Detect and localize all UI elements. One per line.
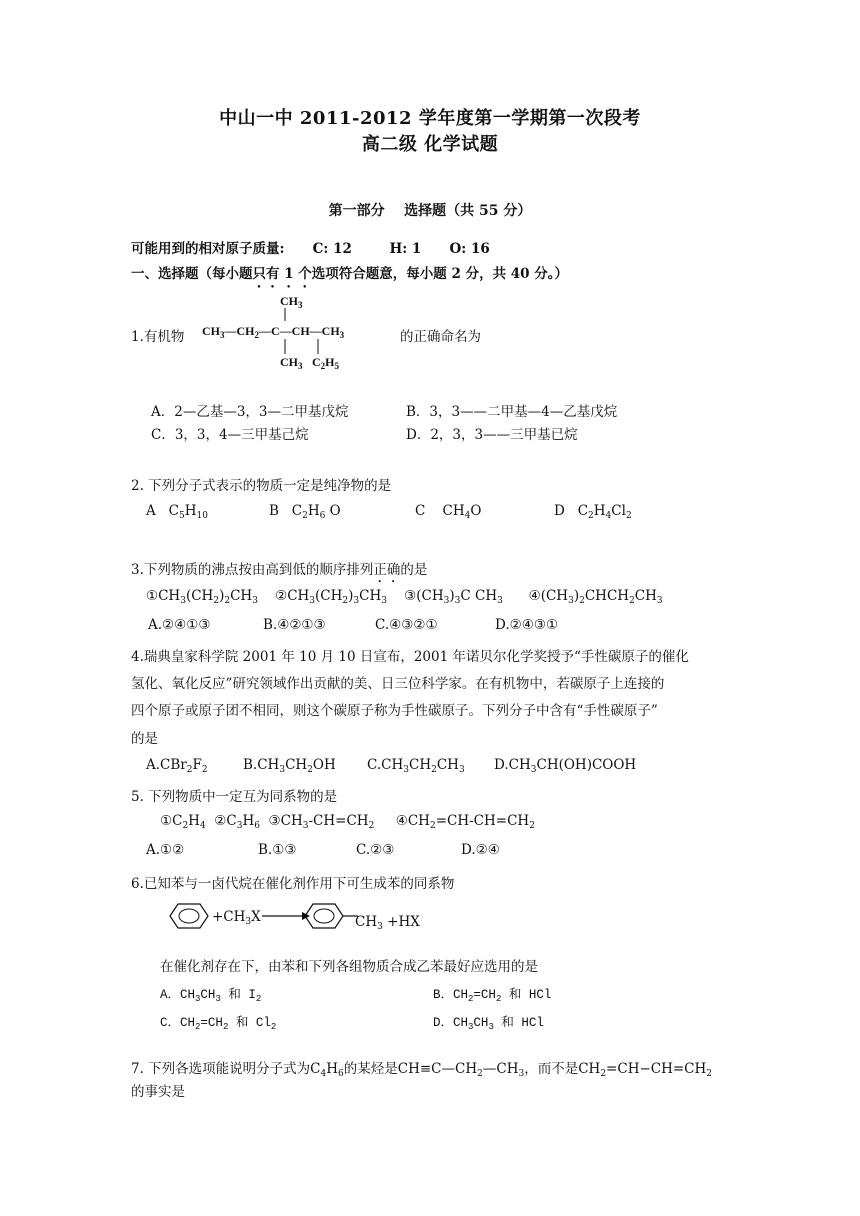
exam-title: 中山一中 2011-2012 学年度第一学期第一次段考: [219, 108, 641, 129]
q2-option-c: C $CH_4O$: [415, 503, 482, 521]
q6-product-text: $CH_3 +HX$: [355, 914, 420, 932]
part1-heading: 第一部分 选择题（共 55 分）: [328, 203, 532, 219]
reaction-arrow-icon: [262, 912, 310, 920]
q3-option-a: A.②④①③: [148, 617, 211, 633]
q4-option-a: $A.CBr_2F_2$: [146, 757, 208, 775]
q1-main-chain: $CH_3—CH_2—C—CH—CH_3$: [202, 324, 345, 340]
q6-option-b: B．$CH_2=CH_2$ 和 HCl: [433, 988, 552, 1004]
q3-option-b: B.④②①③: [263, 617, 326, 633]
q1-top-methyl: $CH_3$: [280, 294, 303, 310]
q6-option-d: D．$CH_3CH_3$ 和 HCl: [433, 1016, 544, 1032]
q4-line2: 氢化、氧化反应”研究领域作出贡献的美、日三位科学家。在有机物中，若碳原子上连接的: [131, 676, 665, 692]
q6-sub-stem: 在催化剂存在下，由苯和下列各组物质合成乙苯最好应选用的是: [160, 959, 538, 975]
section1-heading: 一、选择题（每小题只有 1 个选项符合题意，每小题 2 分，共 40 分。）: [131, 266, 569, 282]
q6-reaction: [162, 898, 462, 938]
q2-stem: 2. 下列分子式表示的物质一定是纯净物的是: [131, 478, 392, 494]
q2-option-b: B $C_2H_6$ O: [269, 503, 341, 521]
q6-option-c: C．$CH_2=CH_2$ 和 $Cl_2$: [160, 1016, 277, 1032]
q5-option-b: B.①③: [258, 842, 297, 858]
q3-option-d: D.②④③①: [495, 617, 559, 633]
benzene-ring-product-icon: [305, 904, 358, 928]
q5-stem: 5. 下列物质中一定互为同系物的是: [131, 789, 338, 805]
q1-option-a: A．2—乙基—3，3—二甲基戊烷: [151, 404, 349, 420]
q3-option-c: C.④③②①: [375, 617, 438, 633]
q5-option-c: C.②③: [356, 842, 395, 858]
q4-line4: 的是: [131, 731, 158, 747]
q1-suffix: 的正确命名为: [400, 329, 481, 345]
q1-ethyl: $C_2H_5$: [312, 355, 340, 371]
q6-option-a: A．$CH_3CH_3$ 和 $I_2$: [160, 988, 262, 1004]
q3-stem: 3.下列物质的沸点按由高到低的顺序排列正确的是: [131, 562, 428, 578]
q3-compounds: $①CH_3(CH_2)_2CH_3$ $②CH_3(CH_2)_3CH_3$ $③(CH_3)_3C$ $CH_3$ $④(CH_3)_2CHCH_2CH_3$: [146, 588, 663, 606]
q4-option-b: $B.CH_3CH_2OH$: [243, 757, 336, 775]
q4-line1: 4.瑞典皇家科学院 2001 年 10 月 10 日宣布，2001 年诺贝尔化学奖授予“手性碳原子的催化: [131, 649, 689, 665]
q5-option-a: A.①②: [146, 842, 185, 858]
q7-stem-line2: 的事实是: [131, 1084, 185, 1100]
q7-stem-line1: 7. 下列各选项能说明分子式为$C_4H_6$的某烃是$CH\equiv C—CH_2—CH_3$，而不是$CH_2=CH-CH=CH_2$: [131, 1061, 713, 1079]
q5-option-d: D.②④: [461, 842, 500, 858]
q2-option-d: D $C_2H_4Cl_2$: [554, 503, 632, 521]
exam-subtitle: 高二级 化学试题: [361, 134, 499, 155]
q1-option-b: B．3，3——二甲基—4—乙基戊烷: [406, 404, 618, 420]
benzene-ring-reactant-icon: [170, 904, 208, 928]
q4-option-c: $C.CH_3CH_2CH_3$: [367, 757, 465, 775]
atomic-mass-line: 可能用到的相对原子质量: C: 12 H: 1 O: 16: [131, 241, 490, 257]
q1-option-d: D．2，3，3——三甲基已烷: [406, 427, 578, 443]
q4-line3: 四个原子或原子团不相同，则这个碳原子称为手性碳原子。下列分子中含有“手性碳原子”: [131, 703, 658, 719]
q4-option-d: $D.CH_3CH(OH)COOH$: [494, 757, 637, 775]
q1-bottom-methyl: $CH_3$: [280, 355, 303, 371]
q1-option-c: C．3，3，4—三甲基己烷: [151, 427, 309, 443]
q6-stem: 6.已知苯与一卤代烷在催化剂作用下可生成苯的同系物: [131, 876, 455, 892]
q2-option-a: A $C_5H_{10}$: [146, 503, 208, 521]
q1-structure: [200, 292, 390, 372]
q1-prefix: 1.有机物: [131, 329, 185, 345]
q6-reactant-text: $+CH_3X$: [212, 909, 261, 927]
q5-compounds: $①C_2H_4$ $②C_3H_6$ $③CH_3-CH=CH_2$ $④CH_2=CH-CH=CH_2$: [160, 813, 535, 831]
